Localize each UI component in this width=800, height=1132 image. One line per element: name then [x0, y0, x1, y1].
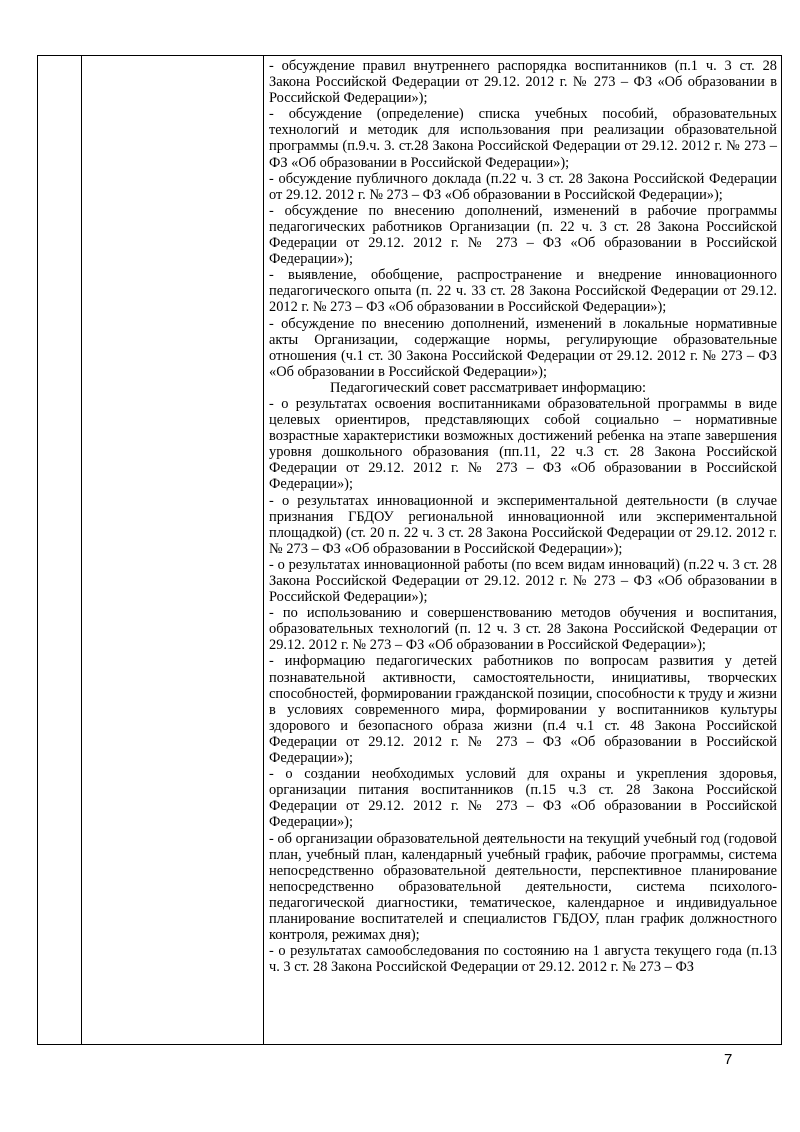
paragraph: - о результатах инновационной работы (по всем видам инноваций) (п.22 ч. 3 ст. 28 Закона Российской Федерации от 29.12. 2012 г. № 273 – ФЗ «Об образовании в Российской Федерации»); — [269, 556, 777, 606]
content-text — [264, 56, 781, 1044]
paragraph: - об организации образовательной деятельности на текущий учебный год (годовой план, учебный план, календарный учебный график, рабочие программы, система непосредственно образовательной деятельности, перспективное планирование непосредственно образовательной деятельности, система психолого-педагогической диагностики, тематическое, календарное и индивидуальное планирование воспитателей и специалистов ГБДОУ, план график должностного контроля, режимах дня); — [269, 830, 777, 944]
paragraph: - обсуждение правил внутреннего распорядка воспитанников (п.1 ч. 3 ст. 28 Закона Российской Федерации от 29.12. 2012 г. № 273 – ФЗ «Об образовании в Российской Федерации»); — [269, 58, 777, 107]
paragraph: - обсуждение по внесению дополнений, изменений в рабочие программы педагогических работников Организации (п. 22 ч. 3 ст. 28 Закона Российской Федерации от 29.12. 2012 г. № 273 – ФЗ «Об образовании в Российской Федерации»); — [269, 202, 777, 268]
paragraph: - о результатах освоения воспитанниками образовательной программы в виде целевых ориентиров, представляющих собой социально – нормативные возрастные характеристики возможных достижений ребенка на этапе завершения уровня дошкольного образования (пп.11, 22 ч.3 ст. 28 Закона Российской Федерации от 29.12. 2012 г. № 273 – ФЗ «Об образовании в Российской Федерации»); — [269, 395, 777, 493]
paragraph: - информацию педагогических работников по вопросам развития у детей познавательной активности, самостоятельности, инициативы, творческих способностей, формировании гражданской позиции, способности к труду и жизни в условиях современного мира, формировании у воспитанников культуры здорового и безопасного образа жизни (п.4 ч.1 ст. 48 Закона Российской Федерации от 29.12. 2012 г. № 273 – ФЗ «Об образовании в Российской Федерации»); — [269, 653, 777, 767]
table-cell-content — [264, 56, 782, 1045]
paragraph: - обсуждение по внесению дополнений, изменений в локальные нормативные акты Организации, содержащие нормы, регулирующие образовательные отношения (ч.1 ст. 30 Закона Российской Федерации от 29.12. 2012 г. № 273 – ФЗ «Об образовании в Российской Федерации»); — [269, 315, 777, 380]
paragraph: - обсуждение публичного доклада (п.22 ч. 3 ст. 28 Закона Российской Федерации от 29.12. 2012 г. № 273 – ФЗ «Об образовании в Российской Федерации»); — [269, 170, 777, 203]
document-table — [37, 55, 782, 1045]
table-row — [38, 56, 782, 1045]
paragraph: - по использованию и совершенствованию методов обучения и воспитания, образовательных технологий (п. 12 ч. 3 ст. 28 Закона Российской Федерации от 29.12. 2012 г. № 273 – ФЗ «Об образовании в Российской Федерации»); — [269, 605, 777, 654]
paragraph: - о создании необходимых условий для охраны и укрепления здоровья, организации питания воспитанников (п.15 ч.3 ст. 28 Закона Российской Федерации от 29.12. 2012 г. № 273 – ФЗ «Об образовании в Российской Федерации»); — [269, 766, 777, 831]
table-cell-item — [82, 56, 264, 1045]
paragraph: - обсуждение (определение) списка учебных пособий, образовательных технологий и методик для использования при реализации образовательной программы (п.9.ч. 3. ст.28 Закона Российской Федерации от 29.12. 2012 г. № 273 – ФЗ «Об образовании в Российской Федерации»); — [269, 106, 777, 171]
table-cell-number — [38, 56, 82, 1045]
section-heading: Педагогический совет рассматривает информацию: — [330, 379, 647, 396]
paragraph: - о результатах инновационной и экспериментальной деятельности (в случае признания ГБДОУ региональной инновационной или экспериментальной площадкой) (ст. 20 п. 22 ч. 3 ст. 28 Закона Российской Федерации от 29.12. 2012 г. № 273 – ФЗ «Об образовании в Российской Федерации»); — [269, 492, 777, 557]
paragraph: - выявление, обобщение, распространение и внедрение инновационного педагогического опыта (п. 22 ч. 33 ст. 28 Закона Российской Федерации от 29.12. 2012 г. № 273 – ФЗ «Об образовании в Российской Федерации»); — [269, 267, 777, 316]
page-number: 7 — [724, 1051, 733, 1068]
paragraph: - о результатах самообследования по состоянию на 1 августа текущего года (п.13 ч. 3 ст. 28 Закона Российской Федерации от 29.12. 2012 г. № 273 – ФЗ — [269, 943, 777, 976]
